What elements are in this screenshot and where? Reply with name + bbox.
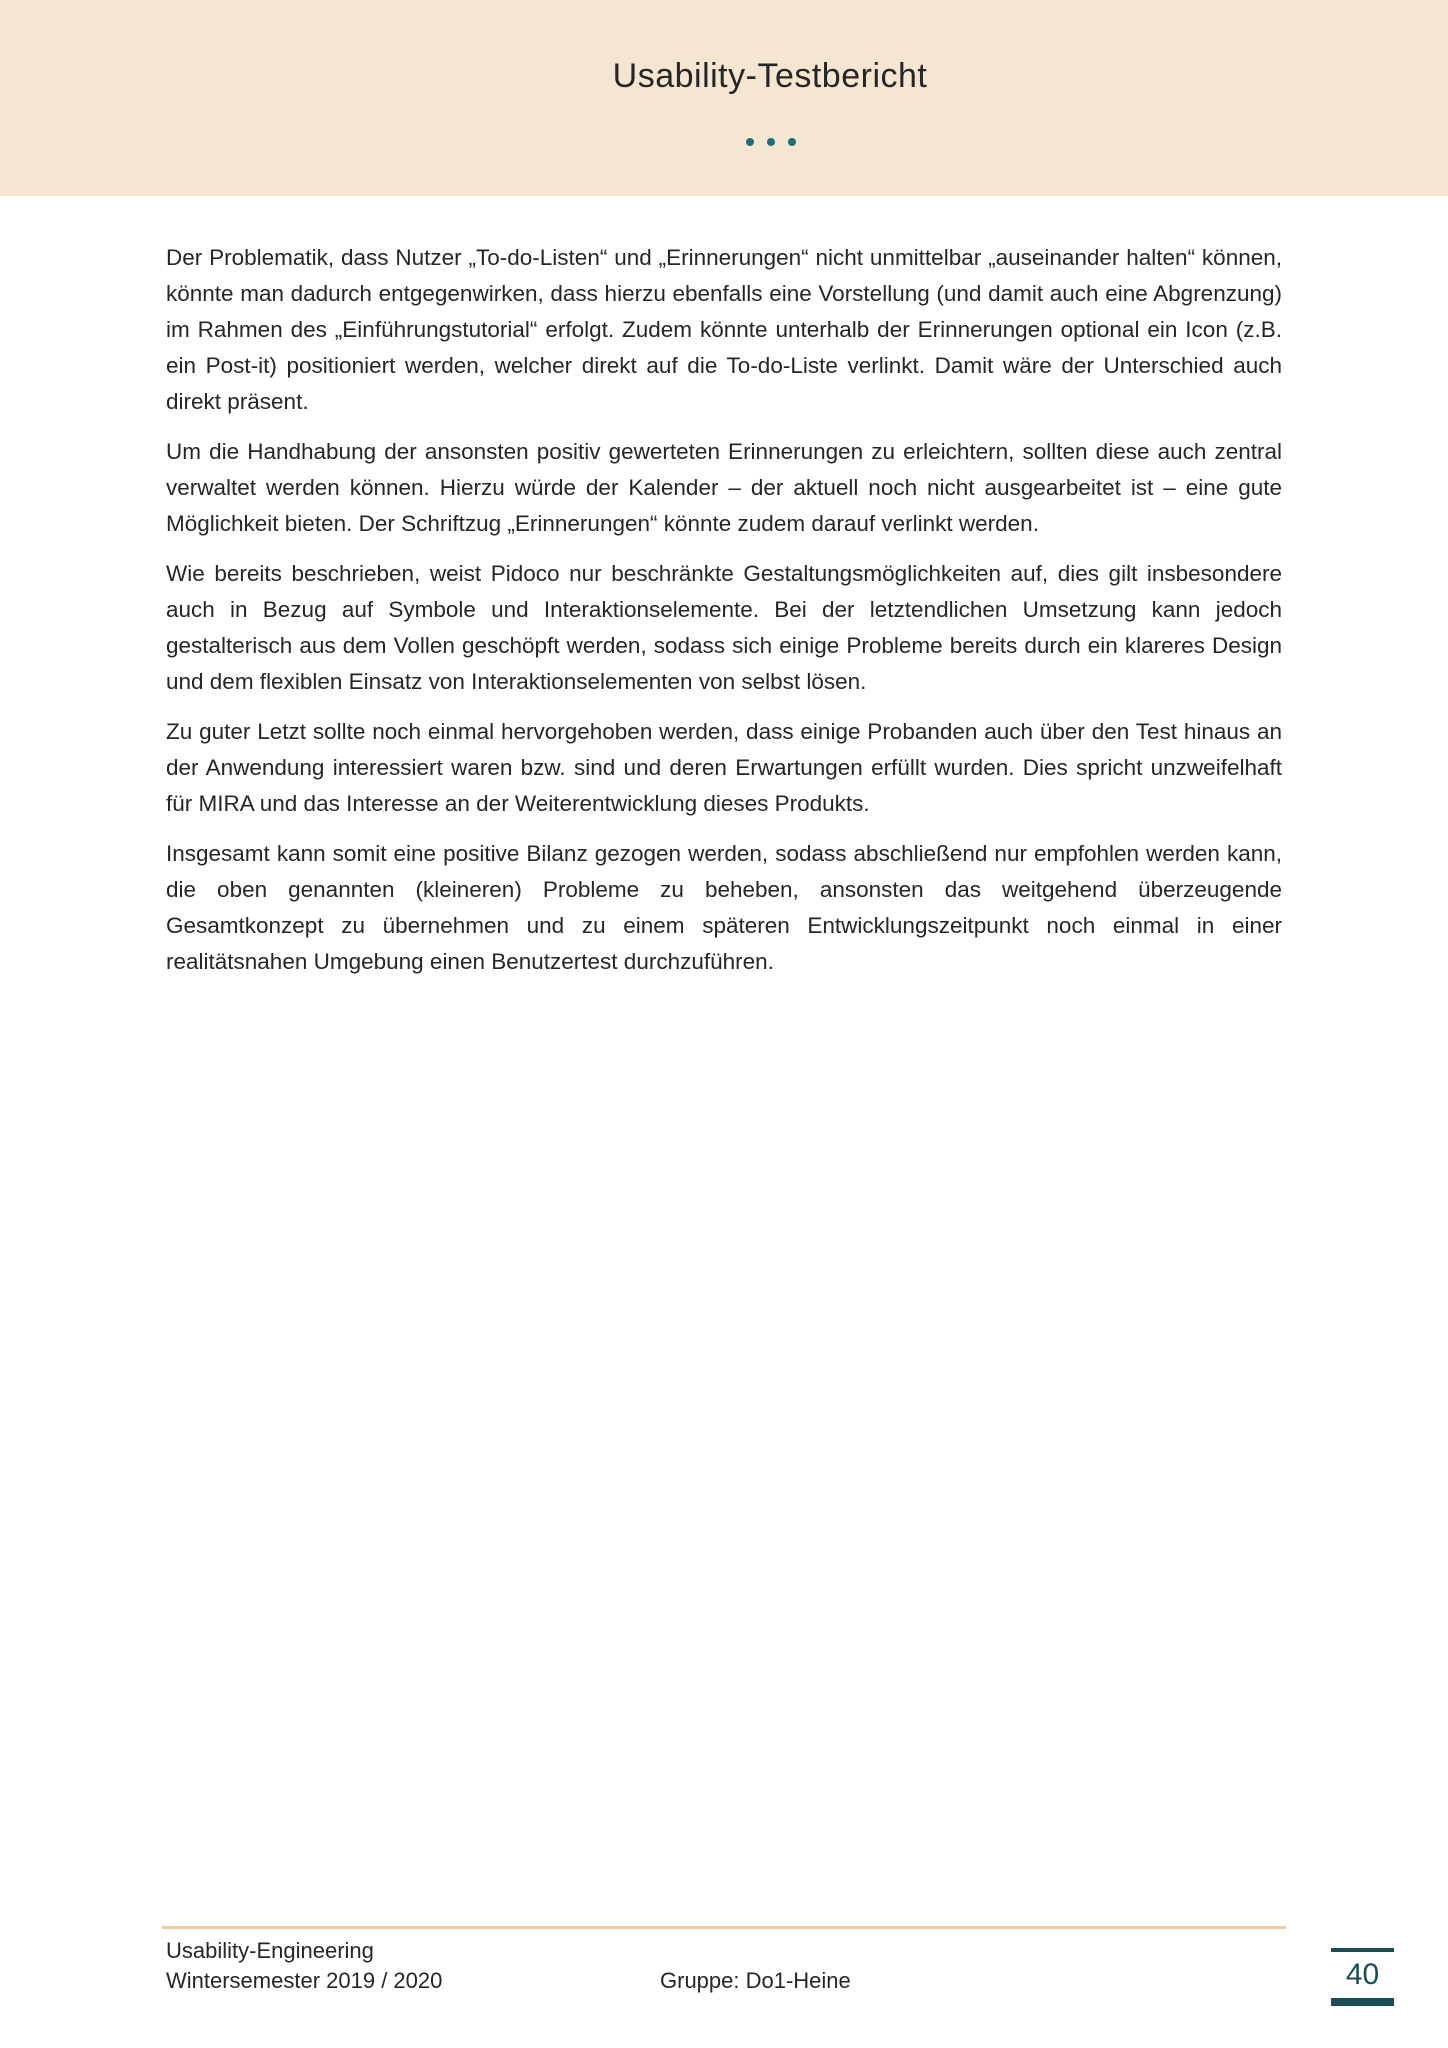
footer-semester: Wintersemester 2019 / 2020 [166,1968,443,1993]
body-text [166,240,1282,994]
dot-3 [788,138,796,146]
page-number-top-bar [1331,1948,1394,1952]
paragraph-conclusion: Insgesamt kann somit eine positive Bilanz gezogen werden, sodass abschließend nur empfohlen werden kann, die oben genannten (kleineren) Probleme zu beheben, ansonsten das weitgehend überzeugende Gesamtkonzept zu übernehmen und zu einem späteren Entwicklungszeitpunkt noch einmal in einer realitätsnahen Umgebung einen Benutzertest durchzuführen. [166,841,1282,974]
page-number: 40 [1345,1958,1380,1991]
paragraph-pidoco-limitations: Wie bereits beschrieben, weist Pidoco nur beschränkte Gestaltungsmöglichkeiten auf, dies gilt insbesondere auch in Bezug auf Symbole und Interaktionselemente. Bei der letztendlichen Umsetzung kann jedoch gestalterisch aus dem Vollen geschöpft werden, sodass sich einige Probleme bereits durch ein klareres Design und dem flexiblen Einsatz von Interaktionselementen von selbst lösen. [166,561,1282,694]
page-number-box [1331,1948,1394,2006]
dot-1 [746,138,754,146]
paragraph-reminder-management: Um die Handhabung der ansonsten positiv gewerteten Erinnerungen zu erleichtern, sollten diese auch zentral verwaltet werden können. Hierzu würde der Kalender – der aktuell noch nicht ausgearbeitet ist – eine gute Möglichkeit bieten. Der Schriftzug „Erinnerungen“ könnte zudem darauf verlinkt werden. [166,439,1282,536]
footer-group: Gruppe: Do1-Heine [660,1968,851,1993]
footer-course: Usability-Engineering [166,1938,374,1963]
document-title: Usability-Testbericht [612,57,928,95]
paragraph-participant-interest: Zu guter Letzt sollte noch einmal hervorgehoben werden, dass einige Probanden auch über den Test hinaus an der Anwendung interessiert waren bzw. sind und deren Erwartungen erfüllt wurden. Dies spricht unzweifelhaft für MIRA und das Interesse an der Weiterentwicklung dieses Produkts. [166,719,1282,816]
footer-course-info [166,1936,442,1996]
page-number-bottom-bar [1331,1998,1394,2006]
header-band [0,0,1448,196]
ellipsis-icon [746,136,796,148]
paragraph-todo-vs-reminders: Der Problematik, dass Nutzer „To-do-Listen“ und „Erinnerungen“ nicht unmittelbar „auseinander halten“ können, könnte man dadurch entgegenwirken, dass hierzu ebenfalls eine Vorstellung (und damit auch eine Abgrenzung) im Rahmen des „Einführungstutorial“ erfolgt. Zudem könnte unterhalb der Erinnerungen optional ein Icon (z.B. ein Post-it) positioniert werden, welcher direkt auf die To-do-Liste verlinkt. Damit wäre der Unterschied auch direkt präsent. [166,245,1282,414]
dot-2 [767,138,775,146]
footer-divider [162,1926,1286,1929]
